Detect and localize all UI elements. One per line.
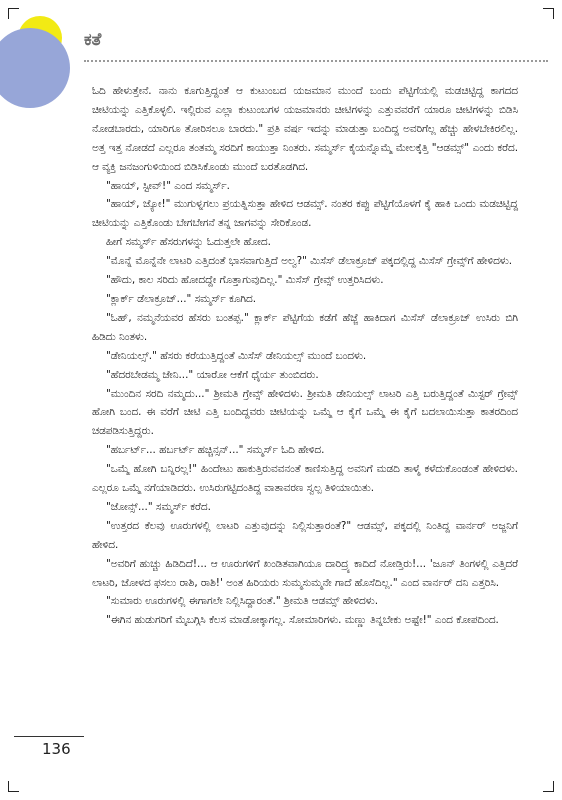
paragraph: "ಮೊನ್ನೆ ಮೊನ್ನೆನೇ ಲಾಟರಿ ಎತ್ತಿದಂತೆ ಭಾಸವಾಗುತ್ತಿದೆ ಅಲ್ವ?" ಮಿಸೆಸ್ ಡೆಲಾಕ್ರೂಜ್ ಪಕ್ಕದಲ್ಲಿದ್ದ ಮಿಸೆಸ್ ಗ್ರೇವ್ಸ್‌ಗೆ ಹೇಳಿದಳು. xyxy=(106,255,513,268)
paragraph: "ಜೋನ್ಸ್..." ಸಮ್ಮರ್ಸ್ ಕರೆದ. xyxy=(106,500,211,513)
story-body xyxy=(92,82,518,630)
paragraph: "ಹರ್ಬರ್ಟ್... ಹರ್ಬರ್ಟ್ ಹಚ್ಚಿನ್ಸನ್..." ಸಮ್ಮರ್ಸ್ ಓದಿ ಹೇಳಿದ. xyxy=(106,444,325,457)
page-number-rule xyxy=(14,736,84,737)
crop-mark-bottom-right xyxy=(543,781,554,792)
paragraph: "ಹಾಯ್, ಜ್ಯೋ!" ಮುಗುಳ್ನಗಲು ಪ್ರಯತ್ನಿಸುತ್ತಾ ಹೇಳಿದ ಆಡಮ್ಸ್. ನಂತರ ಕಪ್ಪು ಪೆಟ್ಟಿಗೆಯೊಳಗೆ ಕೈ ಹಾಕಿ ಒಂದು ಮಡಚಿಟ್ಟಿದ್ದ ಚೀಟಿಯನ್ನು ಎತ್ತಿಕೊಂಡು ಬೇಗಬೇಗನೆ ತನ್ನ ಜಾಗವನ್ನು ಸೇರಿಕೊಂಡ. xyxy=(92,198,518,230)
corner-circles-decoration xyxy=(0,0,90,110)
paragraph: "ಕ್ಲಾರ್ಕ್ ಡೆಲಾಕ್ರೂಜ್..." ಸಮ್ಮರ್ಸ್ ಕೂಗಿದ. xyxy=(106,292,257,305)
paragraph: "ಸುಮಾರು ಊರುಗಳಲ್ಲಿ ಈಗಾಗಲೇ ನಿಲ್ಲಿಸಿದ್ದಾರಂತೆ." ಶ್ರೀಮತಿ ಆಡಮ್ಸ್ ಹೇಳಿದಳು. xyxy=(106,595,379,608)
paragraph: "ಡೇನಿಯಲ್ಸ್." ಹೆಸರು ಕರೆಯುತ್ತಿದ್ದಂತೆ ಮಿಸೆಸ್ ಡೇನಿಯಲ್ಸ್ ಮುಂದೆ ಬಂದಳು. xyxy=(106,349,367,362)
paragraph: "ಉತ್ತರದ ಕೆಲವು ಊರುಗಳಲ್ಲಿ ಲಾಟರಿ ಎತ್ತುವುದನ್ನು ನಿಲ್ಲಿಸುತ್ತಾರಂತೆ?" ಆಡಮ್ಸ್, ಪಕ್ಕದಲ್ಲಿ ನಿಂತಿದ್ದ ವಾರ್ನರ್ ಅಜ್ಜನಿಗೆ ಹೇಳಿದ. xyxy=(92,519,518,551)
paragraph: ಓದಿ ಹೇಳುತ್ತೇನೆ. ನಾನು ಕೂಗುತ್ತಿದ್ದಂತೆ ಆ ಕುಟುಂಬದ ಯಜಮಾನ ಮುಂದೆ ಬಂದು ಪೆಟ್ಟಿಗೆಯಲ್ಲಿ ಮಡಚಿಟ್ಟಿದ್ದ ಕಾಗದದ ಚೀಟಿಯನ್ನು ಎತ್ತಿಕೊಳ್ಳಲಿ. ಇಲ್ಲಿರುವ ಎಲ್ಲಾ ಕುಟುಂಬಗಳ ಯಜಮಾನರು ಚೀಟಿಗಳನ್ನು ಎತ್ತುವವರೆಗೆ ಯಾರೂ ಚೀಟಿಗಳನ್ನು ಬಿಡಿಸಿ ನೋಡಬಾರದು, ಯಾರಿಗೂ ತೋರಿಸಲೂ ಬಾರದು." ಪ್ರತಿ ವರ್ಷ ಇದನ್ನು ಮಾಡುತ್ತಾ ಬಂದಿದ್ದ ಅವರಿಗೆಲ್ಲ ಹೆಚ್ಚು ಹೇಳಬೇಕಿರಲಿಲ್ಲ. ಅತ್ತ ಇತ್ತ ನೋಡದೆ ಎಲ್ಲರೂ ತಂತಮ್ಮ ಸರದಿಗೆ ಕಾಯುತ್ತಾ ನಿಂತರು. ಸಮ್ಮರ್ಸ್ ಕೈಯನ್ನೊಮ್ಮೆ ಮೇಲಕ್ಕೆತ್ತಿ "ಆಡಮ್ಸ್" ಎಂದು ಕರೆದ. ಆ ವ್ಯಕ್ತಿ ಜನಜಂಗುಳಿಯಿಂದ ಬಿಡಿಸಿಕೊಂಡು ಮುಂದೆ ಬರತೊಡಗಿದ. xyxy=(92,85,518,173)
paragraph: "ಹೆದರಬೇಡಮ್ಮ ಜೇನಿ..." ಯಾರೋ ಆಕೆಗೆ ಧೈರ್ಯ ತುಂಬಿದರು. xyxy=(106,368,319,381)
paragraph: "ಒಮ್ಮೆ ಹೋಗಿ ಬನ್ನಿರಲ್ಲ!" ಹಿಂದೇಟು ಹಾಕುತ್ತಿರುವವನಂತೆ ಕಾಣಿಸುತ್ತಿದ್ದ ಅವನಿಗೆ ಮಡದಿ ತಾಳ್ಮೆ ಕಳೆದುಕೊಂಡಂತೆ ಹೇಳಿದಳು. ಎಲ್ಲರೂ ಒಮ್ಮೆ ನಗೆಯಾಡಿದರು. ಉಸಿರುಗಟ್ಟಿದಂತಿದ್ದ ವಾತಾವರಣ ಸ್ವಲ್ಪ ತಿಳಿಯಾಯಿತು. xyxy=(92,463,518,495)
paragraph: "ಓಹ್, ನಮ್ಮನೆಯವರ ಹೆಸರು ಬಂತಪ್ಪ." ಕ್ಲಾರ್ಕ್ ಪೆಟ್ಟಿಗೆಯ ಕಡೆಗೆ ಹೆಜ್ಜೆ ಹಾಕಿದಾಗ ಮಿಸೆಸ್ ಡೆಲಾಕ್ರೂಜ್ ಉಸಿರು ಬಿಗಿ ಹಿಡಿದು ನಿಂತಳು. xyxy=(92,311,518,343)
paragraph: "ಹಾಯ್, ಸ್ಟೀವ್!" ಎಂದ ಸಮ್ಮರ್ಸ್. xyxy=(106,179,230,192)
header-dotted-rule xyxy=(84,60,548,62)
paragraph: "ಮುಂದಿನ ಸರದಿ ನಮ್ಮದು..." ಶ್ರೀಮತಿ ಗ್ರೇವ್ಸ್ ಹೇಳಿದಳು. ಶ್ರೀಮತಿ ಡೇನಿಯಲ್ಸ್ ಲಾಟರಿ ಎತ್ತಿ ಬರುತ್ತಿದ್ದಂತೆ ಮಿಸ್ಟರ್ ಗ್ರೇವ್ಸ್ ಹೋಗಿ ಬಂದ. ಈ ವರೆಗೆ ಚೀಟಿ ಎತ್ತಿ ಬಂದಿದ್ದವರು ಚೀಟಿಯನ್ನು ಒಮ್ಮೆ ಆ ಕೈಗೆ ಒಮ್ಮೆ ಈ ಕೈಗೆ ಬದಲಾಯಿಸುತ್ತಾ ಕಾತರದಿಂದ ಚಡಪಡಿಸುತ್ತಿದ್ದರು. xyxy=(92,387,518,438)
paragraph: "ಅವರಿಗೆ ಹುಚ್ಚು ಹಿಡಿದಿದೆ!... ಆ ಊರುಗಳಿಗೆ ಖಂಡಿತವಾಗಿಯೂ ದಾರಿದ್ರ್ಯ ಕಾದಿದೆ ನೋಡ್ತಿರು!... 'ಜೂನ್ ತಿಂಗಳಲ್ಲಿ ಎತ್ತಿದರೆ ಲಾಟರಿ, ಜೋಳದ ಫಸಲು ರಾಶಿ, ರಾಶಿ!' ಅಂತ ಹಿರಿಯರು ಸುಮ್ಮಸುಮ್ಮನೇ ಗಾದೆ ಹೊಸೆದಿಲ್ಲ." ಎಂದ ವಾರ್ನರ್ ದನಿ ಎತ್ತರಿಸಿ. xyxy=(92,557,518,589)
paragraph: ಹೀಗೆ ಸಮ್ಮರ್ಸ್ ಹೆಸರುಗಳನ್ನು ಓದುತ್ತಲೇ ಹೋದ. xyxy=(106,236,271,249)
crop-mark-bottom-left xyxy=(8,781,19,792)
crop-mark-top-right xyxy=(543,8,554,19)
paragraph: "ಹೌದು, ಕಾಲ ಸರಿದು ಹೋದದ್ದೇ ಗೊತ್ತಾಗುವುದಿಲ್ಲ." ಮಿಸೆಸ್ ಗ್ರೇವ್ಸ್ ಉತ್ತರಿಸಿದಳು. xyxy=(106,274,384,287)
page-number: 136 xyxy=(42,740,71,758)
section-title: ಕತೆ xyxy=(84,30,102,50)
paragraph: "ಈಗಿನ ಹುಡುಗರಿಗೆ ಮೈಬಗ್ಗಿಸಿ ಕೆಲಸ ಮಾಡೋಕ್ಕಾಗಲ್ಲ. ಸೋಮಾರಿಗಳು. ಮಣ್ಣು ತಿನ್ನಬೇಕು ಅಷ್ಟೇ!" ಎಂದ ಕೋಪದಿಂದ. xyxy=(106,614,499,627)
